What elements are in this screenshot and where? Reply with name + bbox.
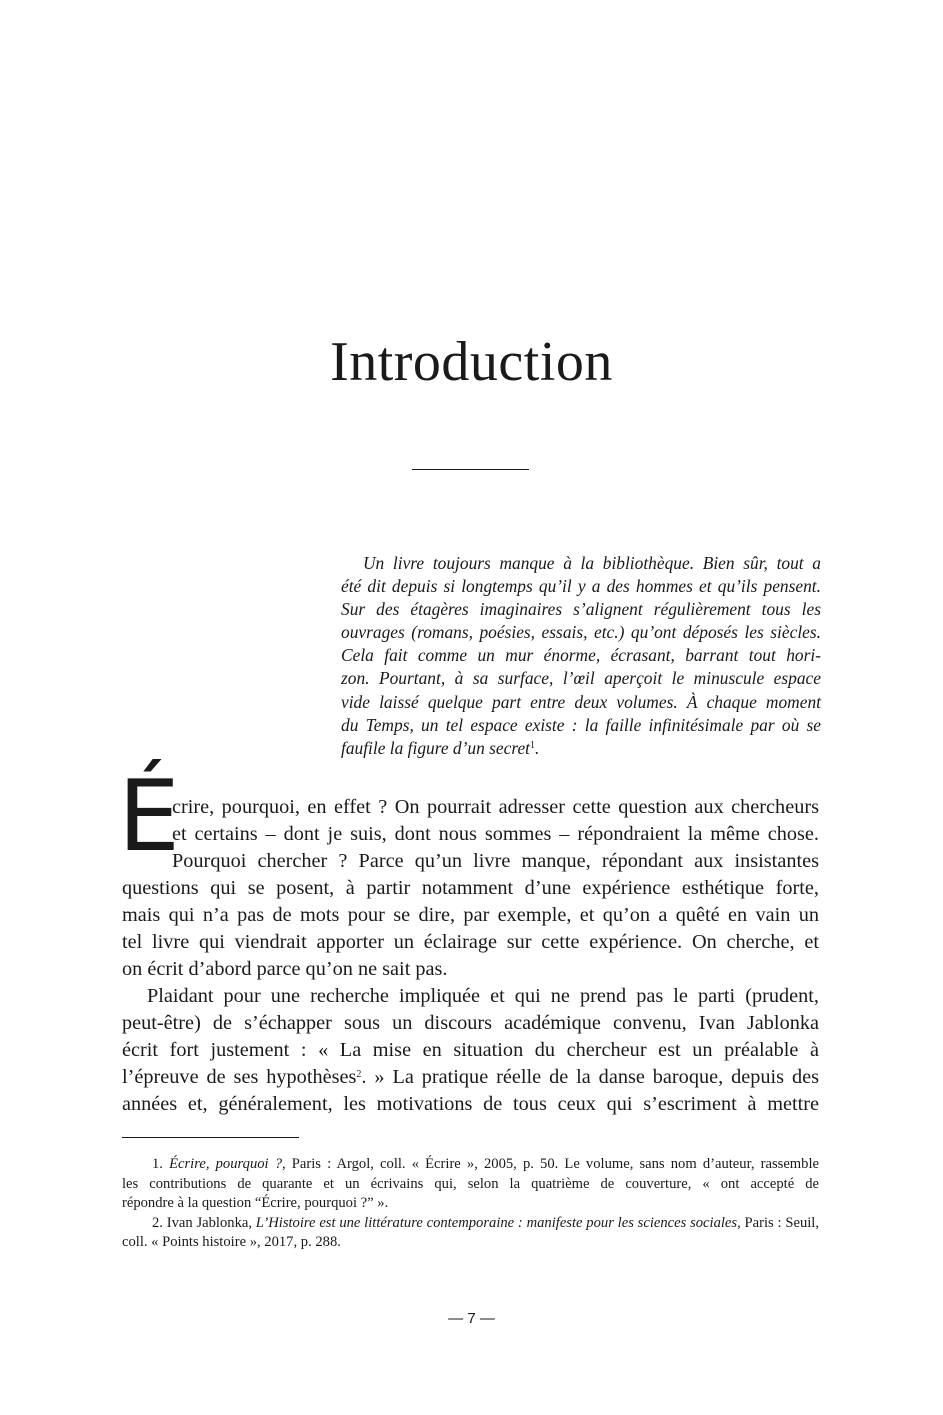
footnote-number: 2. [152, 1214, 163, 1231]
body-line: écrit fort justement : « La mise en situation du chercheur est un préalable à [122, 1039, 819, 1061]
epigraph [341, 552, 821, 760]
body-line: questions qui se posent, à partir notamment d’une expérience esthétique forte, [122, 877, 819, 899]
footnote-title: Écrire, pourquoi ? [169, 1156, 283, 1172]
footnote-author: Ivan Jablonka, [166, 1214, 252, 1231]
body-line: et certains – dont je suis, dont nous sommes – répondraient la même chose. [172, 823, 819, 845]
epigraph-line: zon. Pourtant, à sa surface, l’œil aperçoit le minuscule espace [341, 668, 821, 689]
footnotes [122, 1155, 819, 1253]
epigraph-line: Cela fait comme un mur énorme, écrasant, barrant tout hori- [341, 645, 821, 666]
footnote-line: répondre à la question “Écrire, pourquoi ?” ». [122, 1195, 389, 1212]
footnote-text: , Paris : Seuil, [737, 1214, 819, 1231]
body-text [122, 794, 819, 1118]
epigraph-end: . [535, 737, 540, 758]
epigraph-line: vide laissé quelque part entre deux volumes. À chaque moment [341, 691, 821, 712]
drop-cap: É [118, 760, 180, 874]
footnote-ref-1[interactable]: 1 [530, 739, 536, 751]
footnote-text: , Paris : Argol, coll. « Écrire », 2005, p. 50. Le volume, sans nom d’auteur, rassemble [282, 1156, 819, 1172]
body-line: crire, pourquoi, en effet ? On pourrait adresser cette question aux chercheurs [172, 796, 819, 818]
epigraph-line [341, 737, 821, 760]
epigraph-line: été dit depuis si longtemps qu’il y a des hommes et qu’ils pensent. [341, 576, 821, 597]
body-line: Pourquoi chercher ? Parce qu’un livre manque, répondant aux insistantes [172, 850, 819, 872]
footnote-number: 1. [152, 1156, 163, 1172]
footnote-ref-2[interactable]: 2 [356, 1069, 362, 1080]
body-line [122, 1064, 819, 1091]
footnote-divider [122, 1137, 299, 1138]
body-line-text: . » La pratique réelle de la danse baroque, depuis des [361, 1066, 819, 1088]
body-line: mais qui n’a pas de mots pour se dire, par exemple, et qu’on a quêté en vain un [122, 904, 819, 926]
footnote-1 [122, 1155, 819, 1175]
epigraph-line: ouvrages (romans, poésies, essais, etc.) qu’ont déposés les siècles. [341, 622, 821, 643]
epigraph-line: Sur des étagères imaginaires s’alignent régulièrement tous les [341, 599, 821, 620]
page-title: Introduction [330, 331, 613, 393]
epigraph-line: Un livre toujours manque à la bibliothèque. Bien sûr, tout a [363, 553, 821, 573]
body-line: Plaidant pour une recherche impliquée et qui ne prend pas le parti (prudent, [147, 985, 819, 1007]
body-line: tel livre qui viendrait apporter un éclairage sur cette expérience. On cherche, et [122, 931, 819, 953]
body-line: peut-être) de s’échapper sous un discours académique convenu, Ivan Jablonka [122, 1012, 819, 1034]
body-line: on écrit d’abord parce qu’on ne sait pas. [122, 958, 448, 980]
footnote-2 [122, 1214, 819, 1234]
epigraph-line-text: faufile la figure d’un secret [341, 737, 531, 758]
page-number: — 7 — [448, 1310, 495, 1327]
title-divider [412, 469, 529, 470]
footnote-line: les contributions de quarante et un écrivains qui, selon la quatrième de couverture, « ont accepté de [122, 1175, 819, 1192]
epigraph-line: du Temps, un tel espace existe : la faille infinitésimale par où se [341, 714, 821, 735]
body-line: années et, généralement, les motivations de tous ceux qui s’escriment à mettre [122, 1093, 819, 1115]
footnote-line: coll. « Points histoire », 2017, p. 288. [122, 1234, 341, 1251]
body-line-text: l’épreuve de ses hypothèses [122, 1066, 357, 1088]
footnote-title: L’Histoire est une littérature contemporaine : manifeste pour les sciences sociales [255, 1214, 738, 1231]
